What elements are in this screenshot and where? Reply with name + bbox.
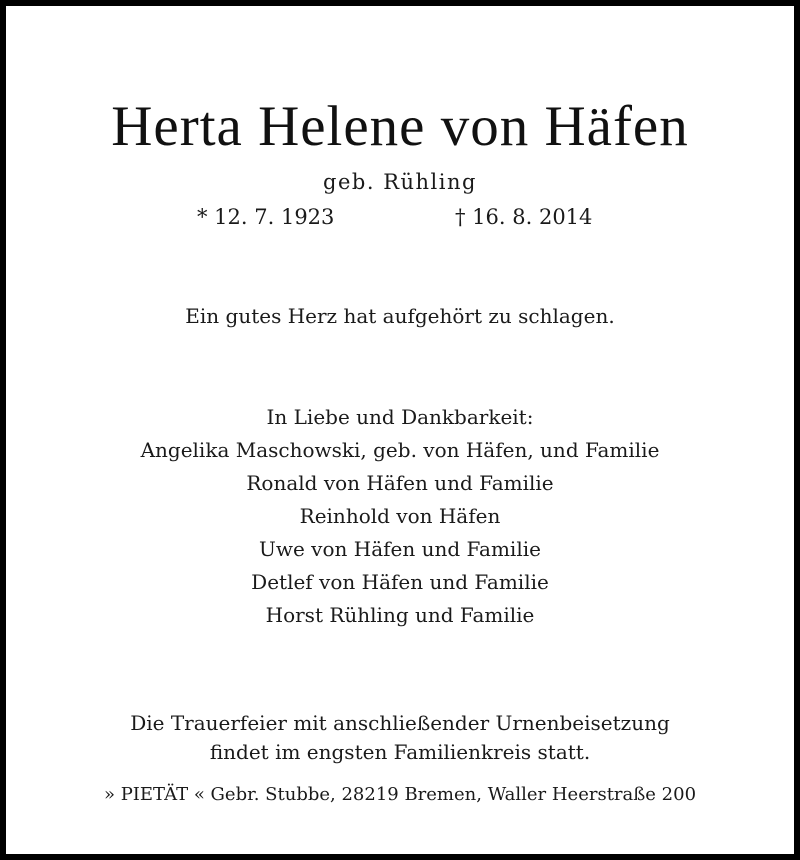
service-line: findet im engsten Familienkreis statt. [209,740,591,764]
birth-date: * 12. 7. 1923 [197,205,335,229]
mourner-entry: Ronald von Häfen und Familie [246,471,554,495]
mourner-entry: Horst Rühling und Familie [265,603,535,627]
deceased-name: Herta Helene von Häfen [111,95,689,158]
death-date: † 16. 8. 2014 [455,205,593,229]
mourners-intro: In Liebe und Dankbarkeit: [266,405,534,429]
funeral-service-info [6,709,794,767]
maiden-name: geb. Rühling [323,170,477,194]
mourner-entry: Uwe von Häfen und Familie [259,537,541,561]
mourner-entry: Reinhold von Häfen [299,504,501,528]
undertaker-info: » PIETÄT « Gebr. Stubbe, 28219 Bremen, Waller Heerstraße 200 [103,784,697,805]
life-dates [6,201,794,233]
service-line: Die Trauerfeier mit anschließender Urnenbeisetzung [130,711,670,735]
mourner-entry: Detlef von Häfen und Familie [251,570,549,594]
mourners-list [6,401,794,632]
memorial-quote: Ein gutes Herz hat aufgehört zu schlagen. [185,304,615,328]
mourner-entry: Angelika Maschowski, geb. von Häfen, und Familie [140,438,660,462]
